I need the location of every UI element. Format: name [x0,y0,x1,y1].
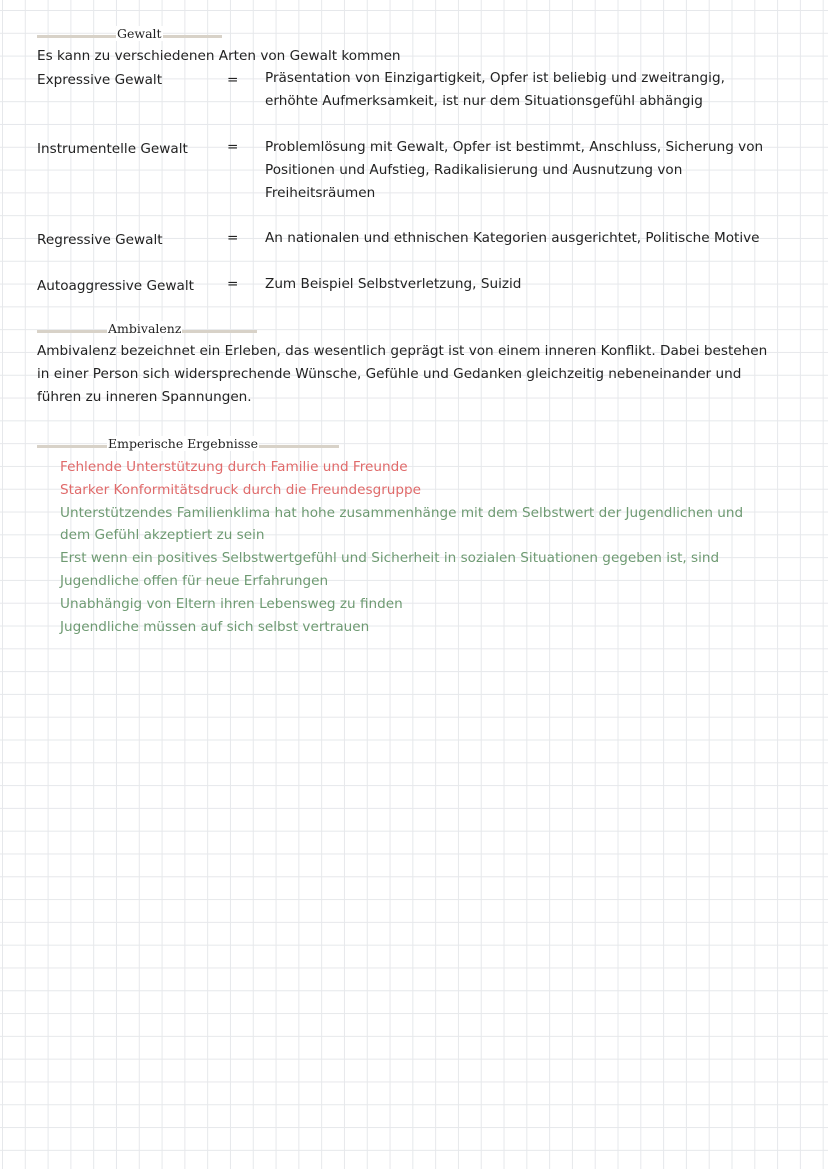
list-item: Jugendliche offen für neue Erfahrungen [60,572,329,589]
equals-sign: = [227,72,239,88]
term-expressive-gewalt: Expressive Gewalt [37,72,163,88]
paragraph-line: Ambivalenz bezeichnet ein Erleben, das wesentlich geprägt ist von einem inneren Konflikt. Dabei bestehen [37,343,768,359]
list-item: Fehlende Unterstützung durch Familie und Freunde [60,459,408,475]
definition-line: Zum Beispiel Selbstverletzung, Suizid [265,276,522,292]
definition-expressive-gewalt [265,67,795,113]
heading-ambivalenz [37,322,257,338]
paragraph-line: in einer Person sich widersprechende Wünsche, Gefühle und Gedanken gleichzeitig nebeneinander und [37,366,742,382]
list-item: Jugendliche müssen auf sich selbst vertrauen [60,618,370,635]
ergebnisse-list [60,456,743,638]
definition-line: erhöhte Aufmerksamkeit, ist nur dem Situationsgefühl abhängig [265,93,703,109]
equals-sign: = [227,230,239,246]
list-item: Erst wenn ein positives Selbstwertgefühl und Sicherheit in sozialen Situationen gegeben ist, sind [60,550,720,567]
list-item: Starker Konformitätsdruck durch die Freundesgruppe [60,481,422,498]
definition-line: Präsentation von Einzigartigkeit, Opfer ist beliebig und zweitrangig, [265,70,725,86]
definition-autoaggressive-gewalt [265,273,795,296]
list-item: Unabhängig von Eltern ihren Lebensweg zu finden [60,595,403,612]
equals-sign: = [227,139,239,155]
heading-ambivalenz-label: Ambivalenz [108,321,182,336]
definition-line: Problemlösung mit Gewalt, Opfer ist bestimmt, Anschluss, Sicherung von [265,139,764,155]
gewalt-intro: Es kann zu verschiedenen Arten von Gewalt kommen [37,48,401,64]
definition-instrumentelle-gewalt [265,136,795,205]
term-instrumentelle-gewalt: Instrumentelle Gewalt [37,141,188,157]
definition-line: Positionen und Aufstieg, Radikalisierung und Ausnutzung von [265,162,683,178]
list-item: Unterstützendes Familienklima hat hohe zusammenhänge mit dem Selbstwert der Jugendlichen und [60,504,744,521]
heading-ergebnisse-label: Emperische Ergebnisse [108,436,258,451]
paragraph-line: führen zu inneren Spannungen. [37,389,252,405]
ambivalenz-paragraph [37,340,767,409]
heading-gewalt [37,27,222,43]
definition-line: An nationalen und ethnischen Kategorien ausgerichtet, Politische Motive [265,230,760,246]
list-item: dem Gefühl akzeptiert zu sein [60,527,265,544]
definition-line: Freiheitsräumen [265,185,376,201]
equals-sign: = [227,276,239,292]
definition-regressive-gewalt [265,227,795,250]
term-regressive-gewalt: Regressive Gewalt [37,232,163,248]
heading-ergebnisse [37,437,339,453]
term-autoaggressive-gewalt: Autoaggressive Gewalt [37,278,194,294]
heading-gewalt-label: Gewalt [117,26,162,41]
